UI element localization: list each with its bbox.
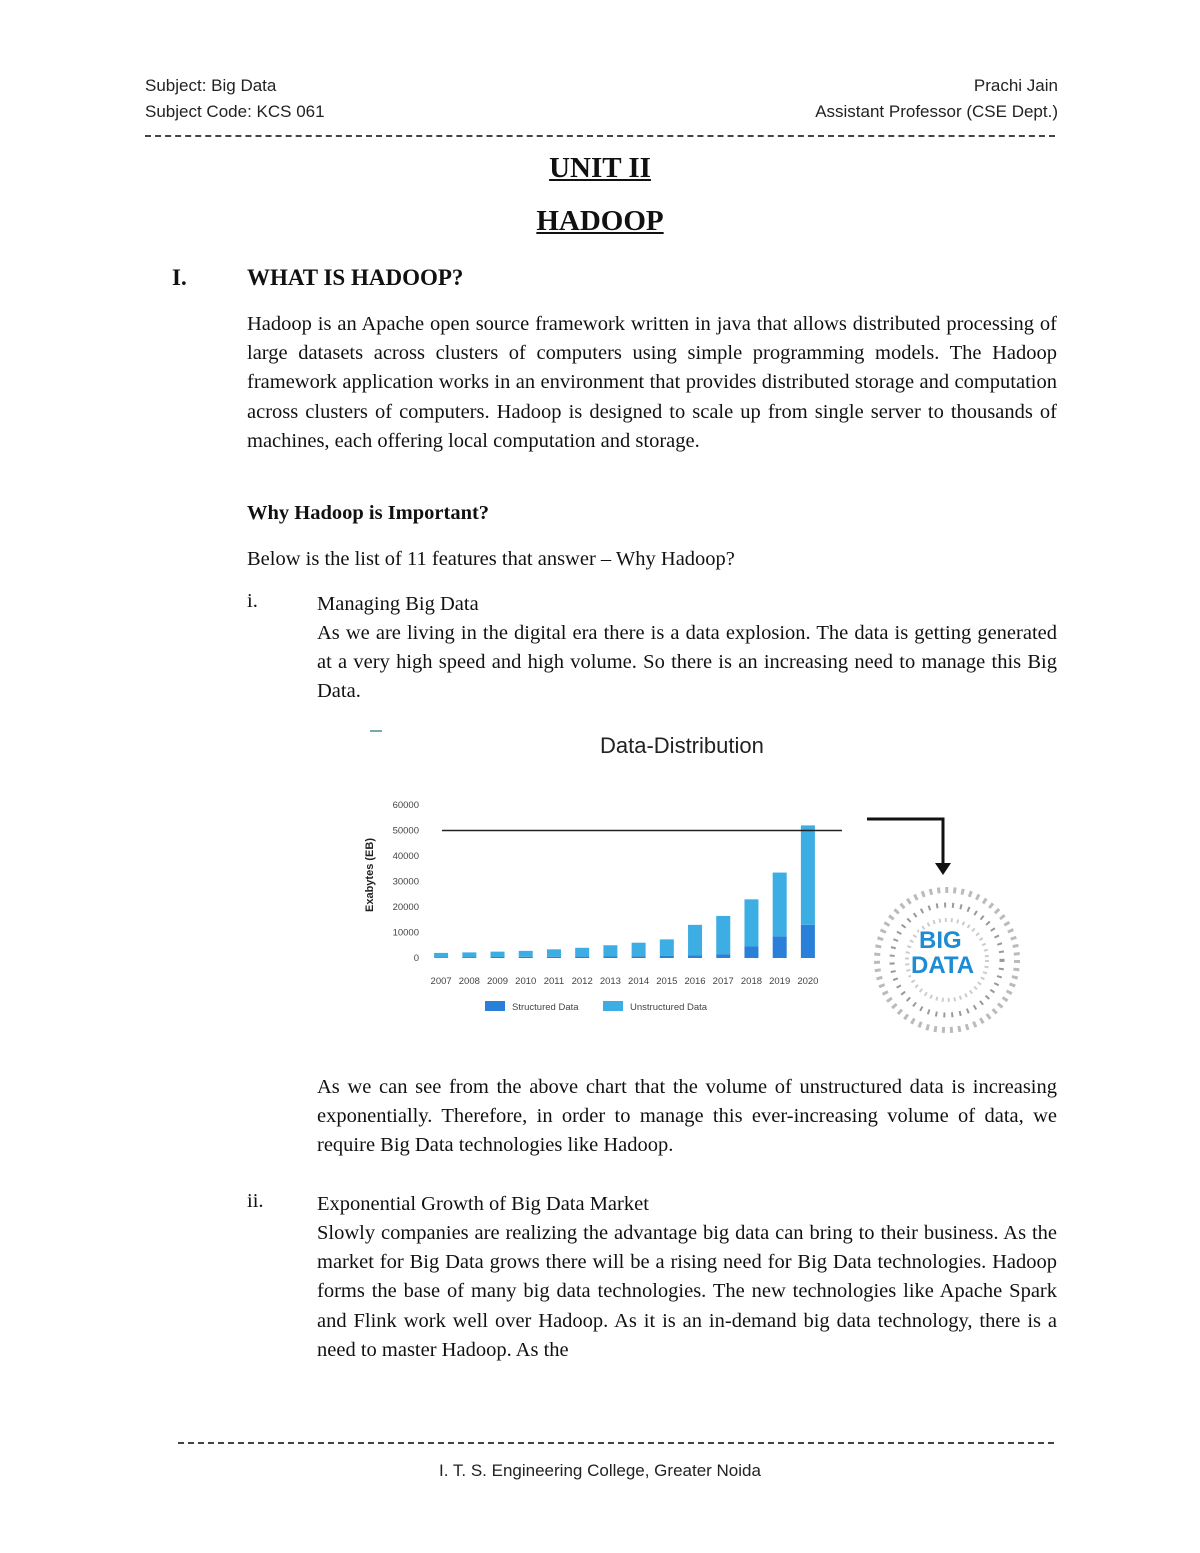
x-tick-label: 2015 [656,976,678,987]
x-ticks [431,976,819,987]
bar-structured-2007 [434,957,448,958]
bar-structured-2015 [660,956,674,958]
chart-figure [355,725,1075,1045]
section-number: I. [172,265,187,290]
intro-paragraph: Hadoop is an Apache open source framework written in java that allows distributed processing of large datasets across clusters of computers using simple programming models. The Hadoop framework application works in an environment that provides distributed storage and computation across clusters of computers. Hadoop is designed to scale up from single server to thousands of machines, each offering local computation and storage. [247,313,1057,452]
why-heading: Why Hadoop is Important? [247,502,490,524]
item-1-after-text: As we can see from the above chart that the volume of unstructured data is increasing exponentially. Therefore, in order to manage this ever-increasing volume of data, we require Big Data technologies like Hadoop. [317,1076,1057,1157]
list-intro: Below is the list of 11 features that answer – Why Hadoop? [247,548,735,570]
item-2-title: Exponential Growth of Big Data Market [317,1193,649,1215]
legend-swatch-unstructured [603,1001,623,1011]
x-tick-label: 2009 [486,976,509,987]
header-divider [145,135,1055,147]
header-role: Assistant Professor (CSE Dept.) [815,102,1058,121]
header-author: Prachi Jain [973,76,1058,95]
y-tick-label: 0 [413,953,419,964]
header-subject: Subject: Big Data [145,76,277,95]
header-code: Subject Code: KCS 061 [145,102,325,121]
bar-structured-2016 [688,955,702,958]
bar-structured-2008 [462,957,476,958]
bar-unstructured-2017 [716,916,730,954]
x-tick-label: 2017 [712,976,734,987]
section-title: WHAT IS HADOOP? [247,265,464,290]
bar-structured-2009 [491,957,505,958]
x-tick-label: 2016 [684,976,706,987]
big-data-word-2: DATA [911,952,975,979]
legend-swatch-structured [485,1001,505,1011]
bar-structured-2018 [744,947,758,958]
bar-structured-2017 [716,954,730,958]
y-tick-label: 60000 [392,800,419,811]
y-tick-label: 40000 [392,851,419,862]
bar-unstructured-2015 [660,939,674,956]
bar-unstructured-2007 [434,953,448,957]
bar-unstructured-2016 [688,925,702,956]
x-tick-label: 2010 [515,976,537,987]
item-1-text: As we are living in the digital era there is a data explosion. The data is getting generated at a very high speed and high volume. So there is an increasing need to manage this Big Data. [317,622,1057,703]
bar-unstructured-2018 [744,899,758,946]
y-ticks [393,800,419,964]
bars [434,825,815,958]
item-1-number: i. [247,590,258,612]
bar-structured-2012 [575,957,589,958]
bar-structured-2014 [632,956,646,958]
item-2-number: ii. [247,1190,264,1212]
big-data-graphic [867,885,1027,1035]
x-tick-label: 2007 [430,976,452,987]
bar-unstructured-2012 [575,948,589,957]
footer-divider [178,1442,1054,1454]
x-tick-label: 2008 [458,976,480,987]
x-tick-label: 2018 [740,976,763,987]
footer-text: I. T. S. Engineering College, Greater Noida [439,1461,761,1480]
item-1-title: Managing Big Data [317,593,479,615]
big-data-word-1: BIG [919,927,962,954]
x-tick-label: 2013 [599,976,621,987]
bar-structured-2019 [773,936,787,958]
bar-unstructured-2019 [773,873,787,937]
legend-label-unstructured: Unstructured Data [630,1002,708,1013]
legend-label-structured: Structured Data [512,1002,579,1013]
y-tick-label: 30000 [392,876,419,888]
y-tick-label: 50000 [392,825,419,837]
bar-unstructured-2010 [519,951,533,957]
x-tick-label: 2014 [628,976,650,987]
bar-structured-2011 [547,957,561,958]
topic-title: HADOOP [536,205,664,237]
item-2-text: Slowly companies are realizing the advantage big data can bring to their business. As the market for Big Data grows there will be a rising need for Big Data technologies. Hadoop forms the base of many big data technologies. The new technologies like Apache Spark and Flink work well over Hadoop. As it is an in-demand big data technology, there is a need to master Hadoop. As the [317,1222,1057,1361]
y-axis-label: Exabytes (EB) [364,838,376,912]
bar-structured-2010 [519,957,533,958]
bar-unstructured-2020 [801,825,815,924]
y-tick-label: 10000 [392,927,419,939]
chart-title: Data-Distribution [600,733,764,758]
y-tick-label: 20000 [392,902,419,913]
x-tick-label: 2012 [571,976,593,987]
arrow [867,819,951,875]
bar-structured-2020 [801,925,815,958]
bar-unstructured-2014 [632,943,646,957]
bar-unstructured-2008 [462,952,476,957]
bar-structured-2013 [603,956,617,958]
chart-legend [485,1001,708,1013]
x-tick-label: 2011 [543,976,565,987]
unit-title: UNIT II [549,152,651,184]
x-tick-label: 2020 [797,976,819,987]
x-tick-label: 2019 [769,976,791,987]
bar-unstructured-2011 [547,949,561,956]
bar-unstructured-2013 [603,945,617,956]
bar-unstructured-2009 [491,952,505,957]
